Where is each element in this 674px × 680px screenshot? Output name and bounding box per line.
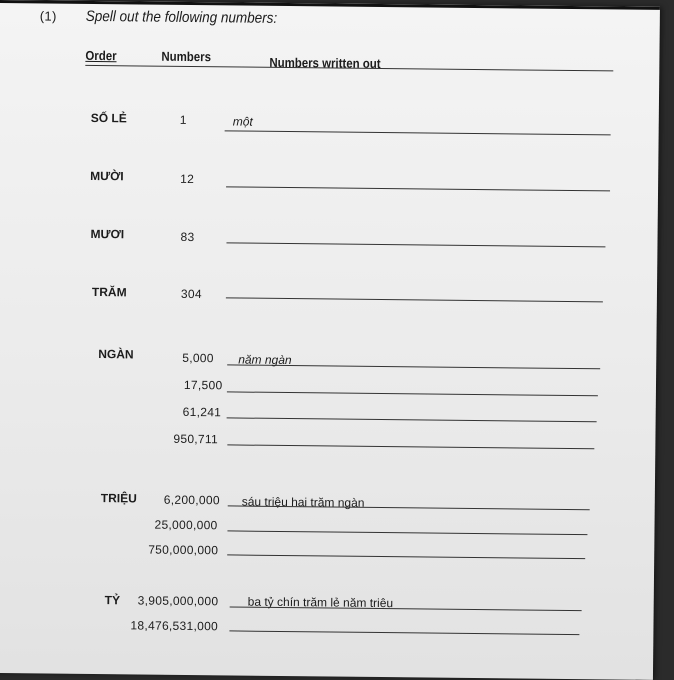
order-label: TRIỆU [100, 491, 137, 506]
answer-text: năm ngàn [238, 352, 292, 368]
number-value: 25,000,000 [154, 517, 218, 533]
number-value: 12 [180, 171, 195, 187]
order-label: MƯỜI [90, 168, 124, 184]
answer-line[interactable] [226, 297, 603, 302]
worksheet-title: Spell out the following numbers: [85, 7, 278, 27]
number-value: 18,476,531,000 [130, 618, 219, 634]
answer-line[interactable] [226, 186, 610, 191]
answer-text: sáu triệu hai trăm ngàn [241, 494, 365, 510]
order-label: TRĂM [91, 284, 127, 300]
header-numbers: Numbers [161, 48, 212, 65]
order-label: SỐ LẺ [90, 110, 127, 126]
number-value: 304 [180, 286, 202, 302]
question-number: (1) [39, 8, 57, 24]
order-label: TỶ [104, 593, 121, 608]
number-value: 950,711 [173, 431, 219, 447]
answer-text: ba tỷ chín trăm lẻ năm triệu [247, 594, 394, 611]
answer-line[interactable] [227, 554, 585, 559]
number-value: 61,241 [182, 404, 222, 420]
number-value: 1 [179, 112, 187, 127]
answer-line[interactable] [225, 130, 611, 135]
answer-line[interactable] [227, 444, 594, 449]
number-value: 6,200,000 [163, 492, 220, 508]
order-label: MƯƠI [90, 226, 125, 242]
number-value: 5,000 [182, 350, 214, 366]
number-value: 17,500 [183, 377, 223, 393]
order-label: NGÀN [98, 347, 134, 362]
answer-line[interactable] [227, 530, 587, 535]
number-value: 3,905,000,000 [137, 593, 219, 609]
answer-line[interactable] [227, 417, 597, 422]
header-written: Numbers written out [269, 54, 381, 71]
answer-text: một [232, 114, 253, 129]
answer-line[interactable] [229, 630, 579, 635]
number-value: 750,000,000 [148, 542, 219, 558]
header-order: Order [85, 47, 117, 64]
answer-line[interactable] [227, 391, 598, 396]
answer-line[interactable] [226, 242, 605, 247]
number-value: 83 [180, 229, 195, 245]
